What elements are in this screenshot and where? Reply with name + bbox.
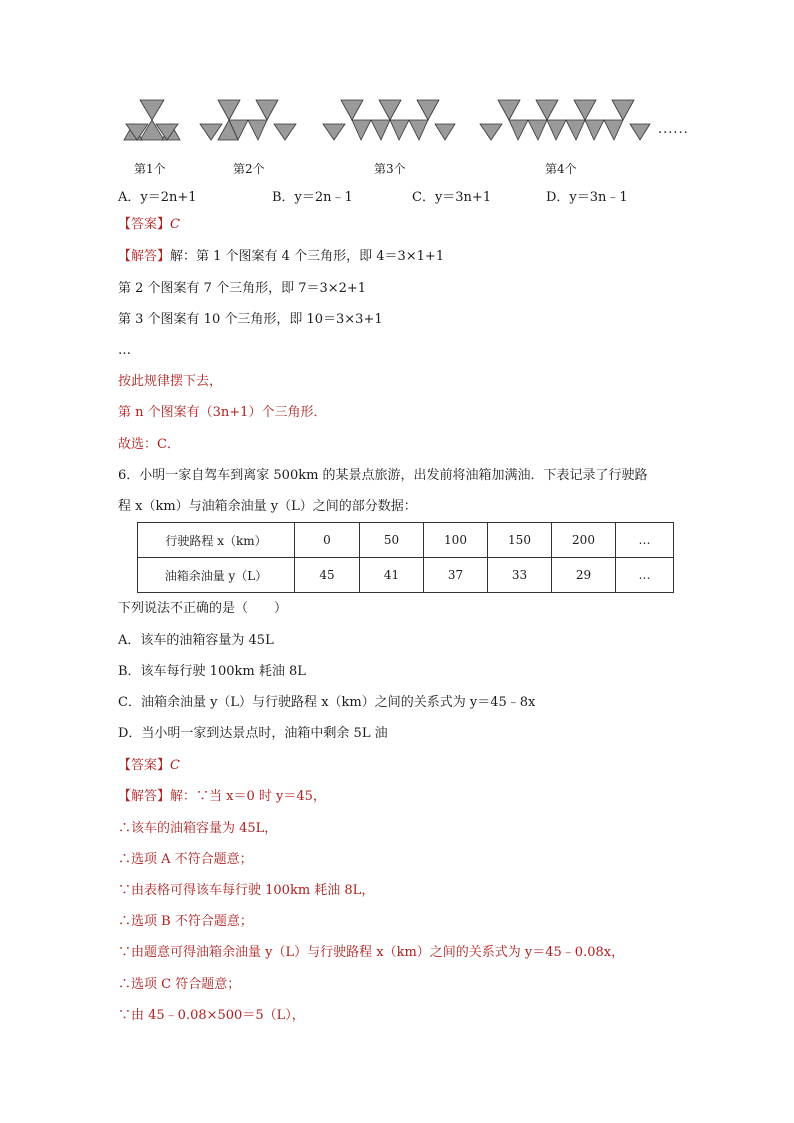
figure-4-triangles	[480, 100, 650, 140]
figure-1-triangles	[124, 100, 180, 140]
table-cell: 37	[424, 558, 488, 593]
q5-option-d: D．y＝3n﹣1	[546, 190, 628, 205]
q6-question: 下列说法不正确的是（ ）	[118, 601, 288, 616]
figure-caption-2: 第2个	[233, 162, 265, 176]
solution-text: 解：∵当 x＝0 时 y＝45，	[170, 789, 326, 804]
q5-solution-line-7: 故选：C．	[118, 437, 180, 452]
figure-caption-1: 第1个	[134, 162, 166, 176]
table-cell: 45	[295, 558, 360, 593]
q5-option-b: B．y＝2n﹣1	[272, 190, 353, 205]
answer-value: C	[170, 758, 180, 773]
figure-ellipsis: ......	[658, 122, 689, 137]
q5-option-c: C．y＝3n+1	[412, 190, 492, 205]
triangle-pattern-figures	[118, 92, 698, 182]
table-cell: 33	[488, 558, 552, 593]
table-cell: 50	[360, 523, 424, 558]
solution-label: 【解答】	[118, 249, 171, 264]
solution-label: 【解答】	[118, 789, 171, 804]
q5-solution-line-3: 第 3 个图案有 10 个三角形，即 10＝3×3+1	[118, 312, 383, 327]
q5-solution-line-1	[118, 248, 444, 266]
table-row	[138, 523, 674, 558]
figure-2-triangles	[200, 100, 296, 140]
q5-answer	[118, 216, 180, 234]
table-cell: 100	[424, 523, 488, 558]
q6-solution-line-2: ∴该车的油箱容量为 45L，	[118, 821, 278, 836]
solution-text: 解：第 1 个图案有 4 个三角形，即 4＝3×1+1	[170, 249, 445, 264]
table-cell: 0	[295, 523, 360, 558]
table-cell: 29	[552, 558, 616, 593]
q5-solution-line-5: 按此规律摆下去，	[118, 374, 223, 389]
figure-caption-4: 第4个	[545, 162, 577, 176]
q6-answer	[118, 757, 180, 775]
table-cell: 200	[552, 523, 616, 558]
answer-value: C	[170, 217, 180, 232]
q6-solution-line-6: ∵由题意可得油箱余油量 y（L）与行驶路程 x（km）之间的关系式为 y＝45﹣0.08x，	[118, 945, 625, 960]
q6-stem-line-1: 6．小明一家自驾车到离家 500km 的某景点旅游，出发前将油箱加满油．下表记录了行驶路	[118, 468, 648, 483]
table-cell: 油箱余油量 y（L）	[138, 558, 295, 593]
q5-solution-line-2: 第 2 个图案有 7 个三角形，即 7＝3×2+1	[118, 281, 367, 296]
table-cell: 150	[488, 523, 552, 558]
table-cell: 行驶路程 x（km）	[138, 523, 295, 558]
q6-option-a: A．该车的油箱容量为 45L	[118, 633, 274, 648]
figure-caption-3: 第3个	[374, 162, 406, 176]
table-cell: …	[616, 523, 674, 558]
q6-option-b: B．该车每行驶 100km 耗油 8L	[118, 664, 306, 679]
q6-solution-line-1	[118, 788, 326, 806]
q6-data-table	[137, 522, 674, 593]
q6-option-d: D．当小明一家到达景点时，油箱中剩余 5L 油	[118, 726, 388, 741]
q6-solution-line-3: ∴选项 A 不符合题意；	[118, 852, 253, 867]
q5-solution-line-4: …	[118, 343, 131, 358]
q5-solution-line-6: 第 n 个图案有（3n+1）个三角形．	[118, 405, 327, 420]
q6-solution-line-4: ∵由表格可得该车每行驶 100km 耗油 8L，	[118, 883, 375, 898]
q6-stem-line-2: 程 x（km）与油箱余油量 y（L）之间的部分数据：	[118, 499, 417, 514]
figure-3-triangles	[323, 100, 455, 140]
table-cell: …	[616, 558, 674, 593]
q6-solution-line-5: ∴选项 B 不符合题意；	[118, 914, 253, 929]
q6-option-c: C．油箱余油量 y（L）与行驶路程 x（km）之间的关系式为 y＝45﹣8x	[118, 695, 536, 710]
triangle-pattern-svg	[118, 92, 698, 162]
answer-label: 【答案】	[118, 217, 171, 232]
q6-solution-line-7: ∴选项 C 符合题意；	[118, 977, 241, 992]
q5-option-a: A．y＝2n+1	[118, 190, 197, 205]
answer-label: 【答案】	[118, 758, 171, 773]
table-row	[138, 558, 674, 593]
q6-solution-line-8: ∵由 45﹣0.08×500＝5（L），	[118, 1008, 305, 1023]
table-cell: 41	[360, 558, 424, 593]
